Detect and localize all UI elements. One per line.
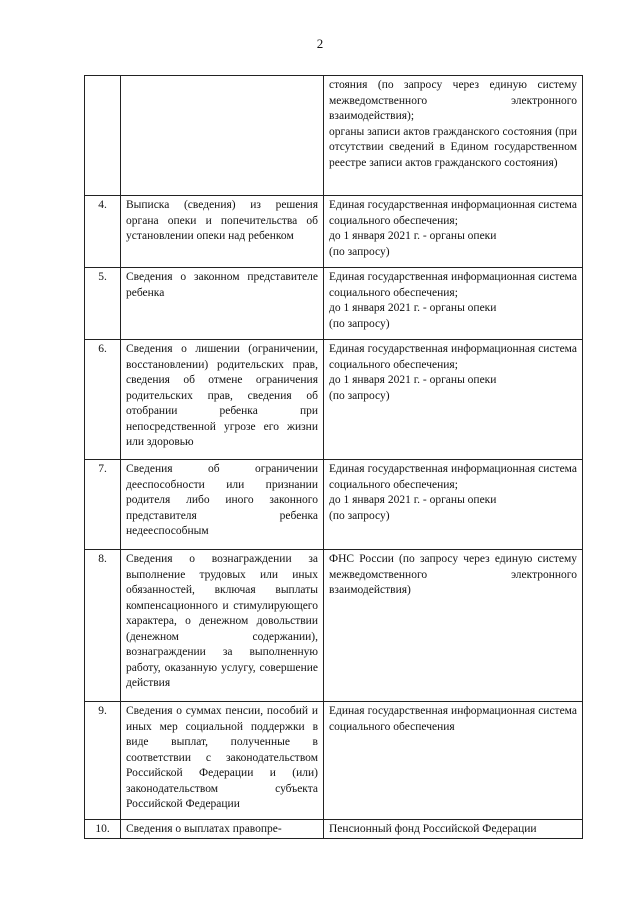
source-cell <box>324 76 583 196</box>
source-line: Единая государственная информационная система социального обеспечения; <box>329 199 577 227</box>
document-name: Сведения о выплатах правопре- <box>121 820 324 839</box>
source-cell <box>324 550 583 702</box>
document-name <box>121 76 324 196</box>
table-row <box>85 550 583 702</box>
table-row <box>85 820 583 839</box>
row-number: 6. <box>85 340 121 460</box>
source-line: до 1 января 2021 г. - органы опеки <box>329 230 497 242</box>
row-number: 5. <box>85 268 121 340</box>
source-line: до 1 января 2021 г. - органы опеки <box>329 494 497 506</box>
source-line: Единая государственная информационная система социального обеспечения <box>329 705 577 733</box>
source-cell <box>324 268 583 340</box>
row-number: 10. <box>85 820 121 839</box>
table-row <box>85 76 583 196</box>
row-number: 7. <box>85 460 121 550</box>
source-line: (по запросу) <box>329 245 390 258</box>
row-number: 9. <box>85 702 121 820</box>
table-row <box>85 460 583 550</box>
documents-table <box>84 75 583 839</box>
documents-table-body <box>85 76 583 839</box>
source-line: ФНС России (по запросу через единую систему межведомственного электронного взаимодействия) <box>329 553 577 596</box>
source-line: Единая государственная информационная система социального обеспечения; <box>329 343 577 371</box>
source-line: (по запросу) <box>329 317 390 330</box>
table-row <box>85 702 583 820</box>
document-name: Сведения об ограничении дееспособности или признании родителя либо иного законного представителя ребенка недееспособным <box>121 460 324 550</box>
source-line: (по запросу) <box>329 389 390 402</box>
document-name: Сведения о законном представителе ребенка <box>121 268 324 340</box>
document-name: Выписка (сведения) из решения органа опеки и попечительства об установлении опеки над ребенком <box>121 196 324 268</box>
row-number: 4. <box>85 196 121 268</box>
source-cell <box>324 340 583 460</box>
source-line: до 1 января 2021 г. - органы опеки <box>329 374 497 386</box>
source-cell <box>324 196 583 268</box>
document-name: Сведения о лишении (ограничении, восстановлении) родительских прав, сведения об отмене ограничения родительских прав, сведения об отобрании ребенка при непосредственной угрозе его жизни или здоровью <box>121 340 324 460</box>
table-row <box>85 196 583 268</box>
table-row <box>85 340 583 460</box>
document-name: Сведения о вознаграждении за выполнение трудовых или иных обязанностей, включая выплаты компенсационного и стимулирующего характера, о денежном довольствии (денежном содержании), вознаграждении за выполненную работу, оказанную услугу, совершение действия <box>121 550 324 702</box>
source-line: Пенсионный фонд Российской Федерации <box>329 823 537 835</box>
page-number: 2 <box>316 36 324 51</box>
source-line: Единая государственная информационная система социального обеспечения; <box>329 463 577 491</box>
row-number: 8. <box>85 550 121 702</box>
source-line: органы записи актов гражданского состояния (при отсутствии сведений в Едином государственном реестре записи актов гражданского состояния) <box>329 125 577 169</box>
source-cell <box>324 820 583 839</box>
table-row <box>85 268 583 340</box>
document-name: Сведения о суммах пенсии, пособий и иных мер социальной поддержки в виде выплат, полученные в соответствии с законодательством Российской Федерации и (или) законодательством субъекта Российской Федерации <box>121 702 324 820</box>
source-line: стояния (по запросу через единую систему межведомственного электронного взаимодействия); <box>329 79 577 122</box>
source-cell <box>324 460 583 550</box>
source-cell <box>324 702 583 820</box>
source-line: до 1 января 2021 г. - органы опеки <box>329 302 497 314</box>
source-line: Единая государственная информационная система социального обеспечения; <box>329 271 577 299</box>
source-line: (по запросу) <box>329 509 390 522</box>
row-number <box>85 76 121 196</box>
